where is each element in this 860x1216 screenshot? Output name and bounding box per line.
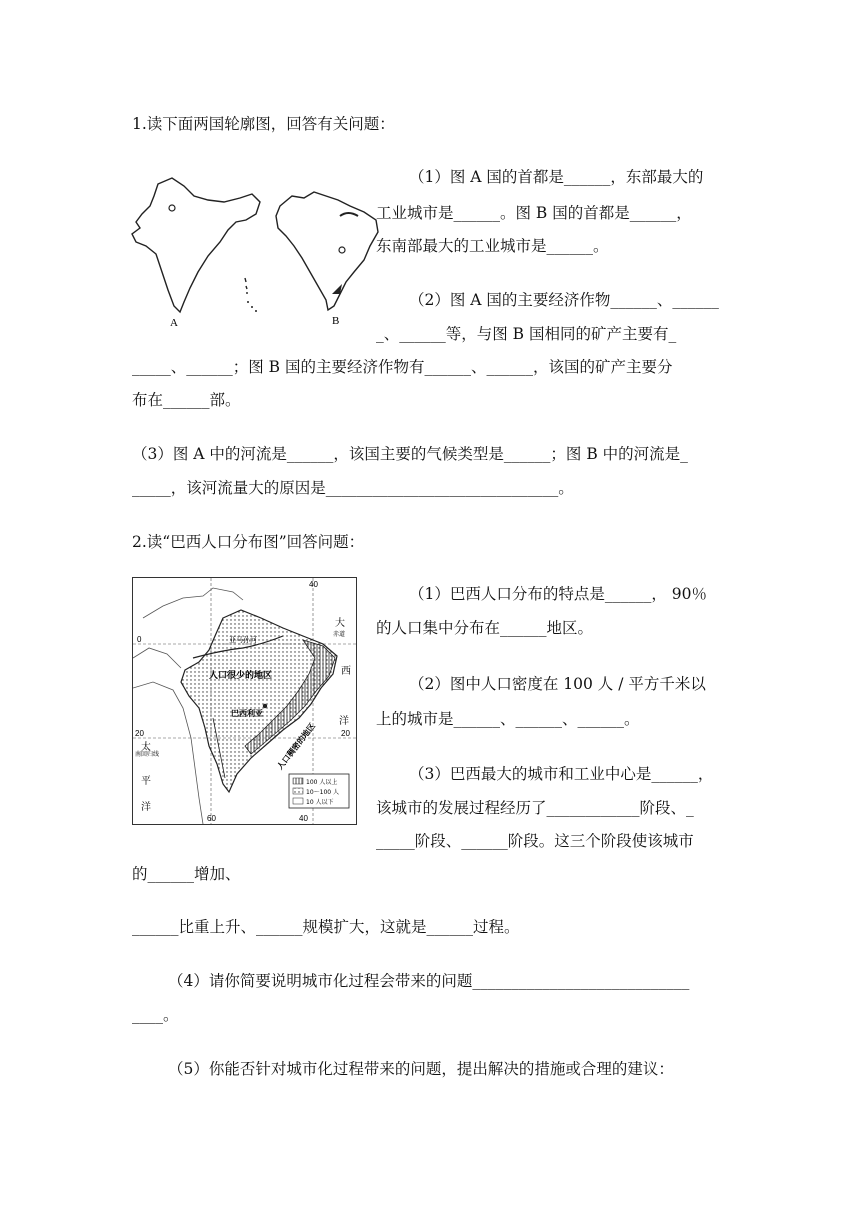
label-brasilia: 巴西利亚 bbox=[231, 709, 263, 718]
ocean-right-2: 西 bbox=[341, 666, 351, 677]
q1-p2-line1: （2）图 A 国的主要经济作物______、______ bbox=[409, 291, 719, 309]
brazil-population-map bbox=[132, 577, 357, 825]
q2-p4-line2: ____。 bbox=[132, 1006, 179, 1024]
map-label-b: B bbox=[332, 315, 340, 327]
q2-p2-line2: 上的城市是______、______、______。 bbox=[376, 710, 640, 728]
india-outline bbox=[132, 178, 260, 312]
ocean-right-1: 大 bbox=[335, 618, 345, 629]
legend-high: 100 人以上 bbox=[306, 779, 338, 786]
q1-p3-line1: （3）图 A 中的河流是______，该国主要的气候类型是______；图 B 中的河流是_ bbox=[132, 445, 688, 463]
ocean-left-3: 洋 bbox=[141, 802, 151, 813]
grid-label-60: 60 bbox=[207, 814, 216, 823]
amazon-river-mouth bbox=[340, 213, 358, 216]
outline-map-graphic bbox=[128, 176, 388, 336]
india-brazil-outline-map bbox=[128, 176, 388, 336]
q2-p3-line2: 该城市的发展过程经历了____________阶段、_ bbox=[376, 799, 694, 817]
q1-p2-line2: _、______等，与图 B 国相同的矿产主要有_ bbox=[376, 325, 677, 343]
q1-p2-line4: 布在______部。 bbox=[132, 391, 241, 409]
label-amazon: 亚马孙河 bbox=[229, 636, 257, 644]
legend-mid: 10～100 人 bbox=[306, 789, 339, 796]
q2-p5: （5）你能否针对城市化过程带来的问题，提出解决的措施或合理的建议： bbox=[168, 1060, 674, 1078]
label-dense-area: 人口稠密的地区 bbox=[275, 721, 318, 772]
q1-p2-line3: _____、______；图 B 国的主要经济作物有______、______，该国的矿产主要分 bbox=[132, 358, 673, 376]
q2-p2-line1: （2）图中人口密度在 100 人 / 平方千米以 bbox=[409, 675, 706, 693]
population-map-graphic bbox=[133, 578, 356, 824]
q2-p3-line4: 的______增加、 bbox=[132, 865, 241, 883]
map-label-a: A bbox=[170, 317, 178, 329]
legend-low: 10 人以下 bbox=[306, 799, 334, 806]
grid-label-20-left: 20 bbox=[135, 729, 144, 738]
q2-p4-line1: （4）请你简要说明城市化过程会带来的问题____________________________ bbox=[168, 972, 690, 990]
label-sparse-area: 人口很少的地区 bbox=[209, 671, 273, 681]
grid-label-0: 0 bbox=[137, 635, 142, 644]
label-equator: 赤道 bbox=[333, 631, 346, 638]
brazil-outline bbox=[276, 192, 378, 310]
capital-marker-a bbox=[169, 205, 175, 211]
ocean-left-1: 太 bbox=[141, 742, 151, 753]
grid-label-40-top: 40 bbox=[309, 580, 318, 589]
q1-p3-line2: _____，该河流量大的原因是______________________________。 bbox=[132, 479, 574, 497]
q2-p3-line1: （3）巴西最大的城市和工业中心是______， bbox=[409, 765, 714, 783]
q2-p3-line3: _____阶段、______阶段。这三个阶段使该城市 bbox=[376, 832, 694, 850]
ocean-right-3: 洋 bbox=[339, 716, 349, 727]
islands bbox=[245, 278, 247, 294]
grid-label-40-bottom: 40 bbox=[299, 814, 308, 823]
q2-p1-line1: （1）巴西人口分布的特点是______， 90％ bbox=[409, 585, 708, 603]
q1-p1-line3: 东南部最大的工业城市是______。 bbox=[376, 237, 609, 255]
brazil-shape bbox=[181, 610, 337, 792]
q1-p1-line1: （1）图 A 国的首都是______，东部最大的 bbox=[409, 168, 704, 186]
q1-p1-line2: 工业城市是______。图 B 国的首都是______， bbox=[376, 204, 692, 222]
q2-title: 2.读“巴西人口分布图”回答问题： bbox=[132, 533, 365, 551]
label-tropic: 南回归线 bbox=[135, 751, 160, 758]
q2-p1-line2: 的人口集中分布在______地区。 bbox=[376, 619, 594, 637]
grid-label-20-right: 20 bbox=[341, 729, 350, 738]
q1-title: 1.读下面两国轮廓图，回答有关问题： bbox=[132, 115, 395, 133]
ocean-left-2: 平 bbox=[141, 776, 151, 787]
capital-marker-b bbox=[339, 247, 345, 253]
q2-p3b: ______比重上升、______规模扩大，这就是______过程。 bbox=[132, 918, 520, 936]
